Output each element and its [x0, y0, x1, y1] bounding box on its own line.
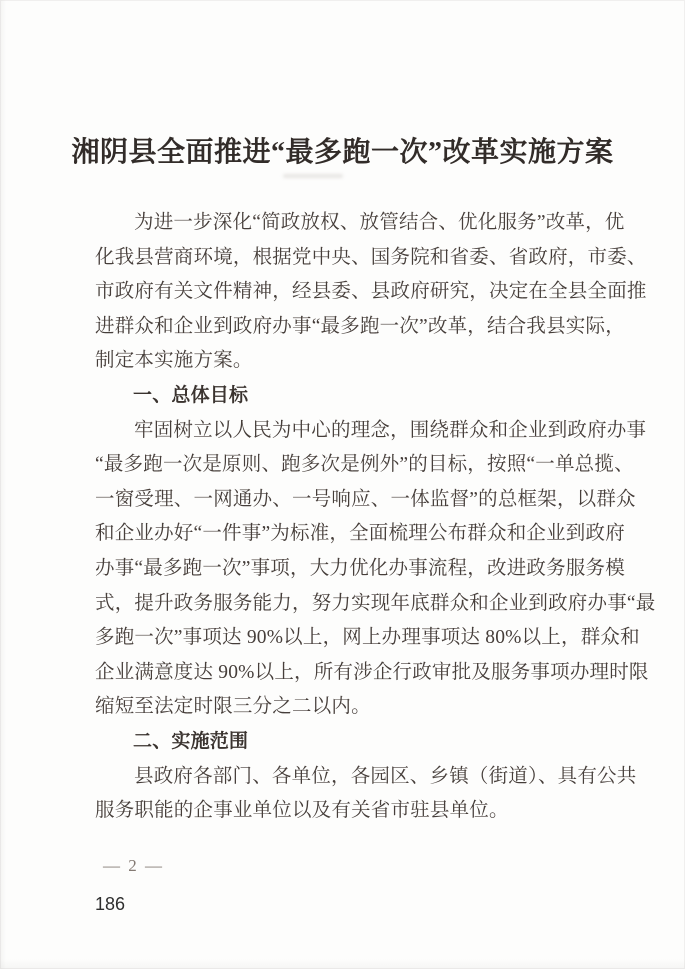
document-body — [95, 206, 656, 829]
text-line: 企业满意度达 90%以上，所有涉企行政审批及服务事项办理时限 — [95, 661, 649, 683]
page-title: 湘阴县全面推进“最多跑一次”改革实施方案 — [71, 137, 614, 168]
section-heading: 一、总体目标 — [133, 384, 249, 406]
text-line: 县政府各部门、各单位，各园区、乡镇（街道）、具有公共 — [134, 765, 637, 787]
text-line: 制定本实施方案。 — [95, 350, 253, 372]
text-line: “最多跑一次是原则、跑多次是例外”的目标，按照“一单总揽、 — [95, 454, 634, 476]
scan-smudge-artifact — [283, 174, 343, 178]
text-line: 多跑一次”事项达 90%以上，网上办理事项达 80%以上，群众和 — [95, 627, 640, 649]
print-page-number: 186 — [95, 894, 126, 914]
text-line: 服务职能的企事业单位以及有关省市驻县单位。 — [95, 800, 509, 822]
section-heading: 二、实施范围 — [133, 730, 249, 752]
text-line: 办事“最多跑一次”事项，大力优化办事流程，改进政务服务模 — [95, 557, 625, 579]
text-line: 式，提升政务服务能力，努力实现年底群众和企业到政府办事“最 — [95, 592, 656, 614]
text-line: 市政府有关文件精神，经县委、县政府研究，决定在全县全面推 — [95, 281, 647, 303]
text-line: 和企业办好“一件事”为标准，全面梳理公布群众和企业到政府 — [95, 523, 625, 545]
text-line: 牢固树立以人民为中心的理念，围绕群众和企业到政府办事 — [134, 419, 647, 441]
text-line: 进群众和企业到政府办事“最多跑一次”改革，结合我县实际， — [95, 315, 625, 337]
scan-edge-bottom — [0, 959, 685, 969]
footer-page-number: — 2 — — [103, 856, 164, 875]
text-line: 缩短至法定时限三分之二以内。 — [95, 696, 371, 718]
text-line: 一窗受理、一网通办、一号响应、一体监督”的总框架，以群众 — [95, 488, 636, 510]
text-line: 化我县营商环境，根据党中央、国务院和省委、省政府，市委、 — [95, 246, 647, 268]
text-line: 为进一步深化“简政放权、放管结合、优化服务”改革，优 — [134, 212, 625, 233]
